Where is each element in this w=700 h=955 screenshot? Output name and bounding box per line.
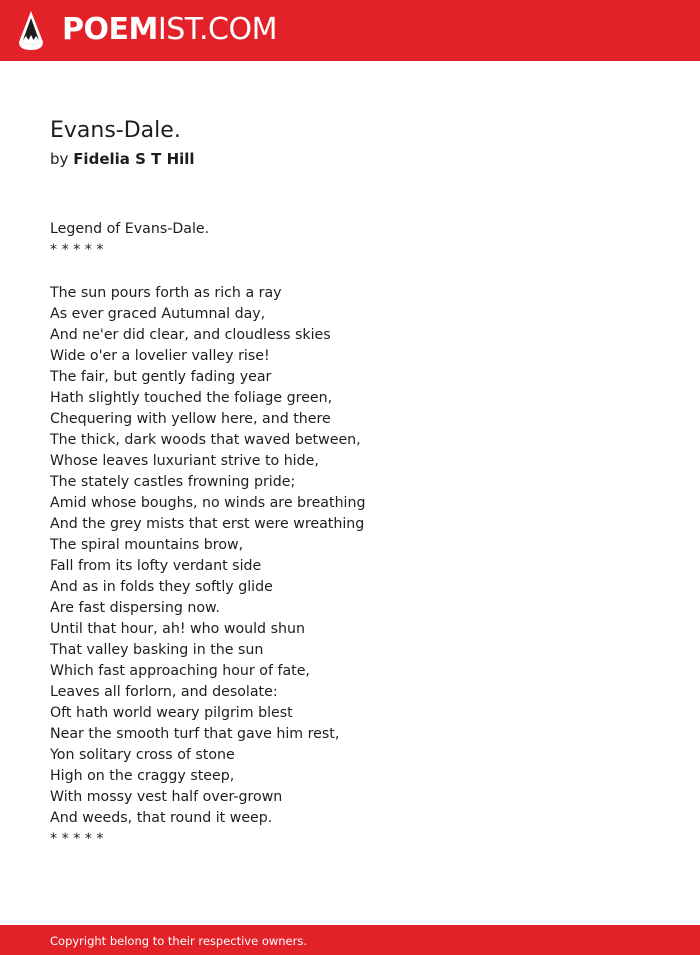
poem-byline [50, 149, 195, 169]
logo-text-bold: POEM [62, 12, 158, 47]
poem-line: Hath slightly touched the foliage green, [50, 390, 333, 406]
poem-line: That valley basking in the sun [50, 642, 264, 658]
poem-line: With mossy vest half over-grown [50, 789, 283, 805]
poem-line: The spiral mountains brow, [50, 537, 244, 553]
poem-line: Near the smooth turf that gave him rest, [50, 726, 340, 742]
poem-line: The stately castles frowning pride; [50, 474, 296, 490]
poem-line: Which fast approaching hour of fate, [50, 663, 310, 679]
poem-line: High on the craggy steep, [50, 768, 235, 784]
copyright-notice: Copyright belong to their respective owners. [50, 934, 308, 948]
poem-line: Yon solitary cross of stone [50, 747, 235, 763]
poem-line: Whose leaves luxuriant strive to hide, [50, 453, 319, 469]
logo-text-light: IST.COM [157, 12, 277, 47]
poem-line: Chequering with yellow here, and there [50, 411, 331, 427]
site-header [0, 0, 700, 61]
poem-intro-line: Legend of Evans-Dale. [50, 221, 210, 237]
poem-line: The thick, dark woods that waved between, [50, 432, 361, 448]
poem-line: As ever graced Autumnal day, [50, 306, 266, 322]
poem-line: The sun pours forth as rich a ray [50, 285, 282, 301]
poem-separator: * * * * * [50, 831, 104, 847]
poem-line: Leaves all forlorn, and desolate: [50, 684, 278, 700]
poem-line: And as in folds they softly glide [50, 579, 273, 595]
pencil-icon[interactable] [18, 10, 44, 51]
poem-line: Amid whose boughs, no winds are breathing [50, 495, 366, 511]
poem-line: And the grey mists that erst were wreathing [50, 516, 365, 532]
poem-line: Are fast dispersing now. [50, 600, 220, 616]
poem-line: Oft hath world weary pilgrim blest [50, 705, 293, 721]
poem-line: And ne'er did clear, and cloudless skies [50, 327, 331, 343]
site-footer [0, 925, 700, 955]
site-logo[interactable] [62, 13, 277, 47]
poem-line: And weeds, that round it weep. [50, 810, 273, 826]
poem-line: Wide o'er a lovelier valley rise! [50, 348, 270, 364]
poem-title: Evans-Dale. [50, 118, 181, 143]
poem-body [50, 219, 366, 850]
poem-separator: * * * * * [50, 242, 104, 258]
poem-line: Until that hour, ah! who would shun [50, 621, 305, 637]
poem-line: The fair, but gently fading year [50, 369, 272, 385]
byline-prefix: by [50, 150, 69, 168]
poem-line: Fall from its lofty verdant side [50, 558, 262, 574]
poem-author: Fidelia S T Hill [73, 150, 195, 168]
